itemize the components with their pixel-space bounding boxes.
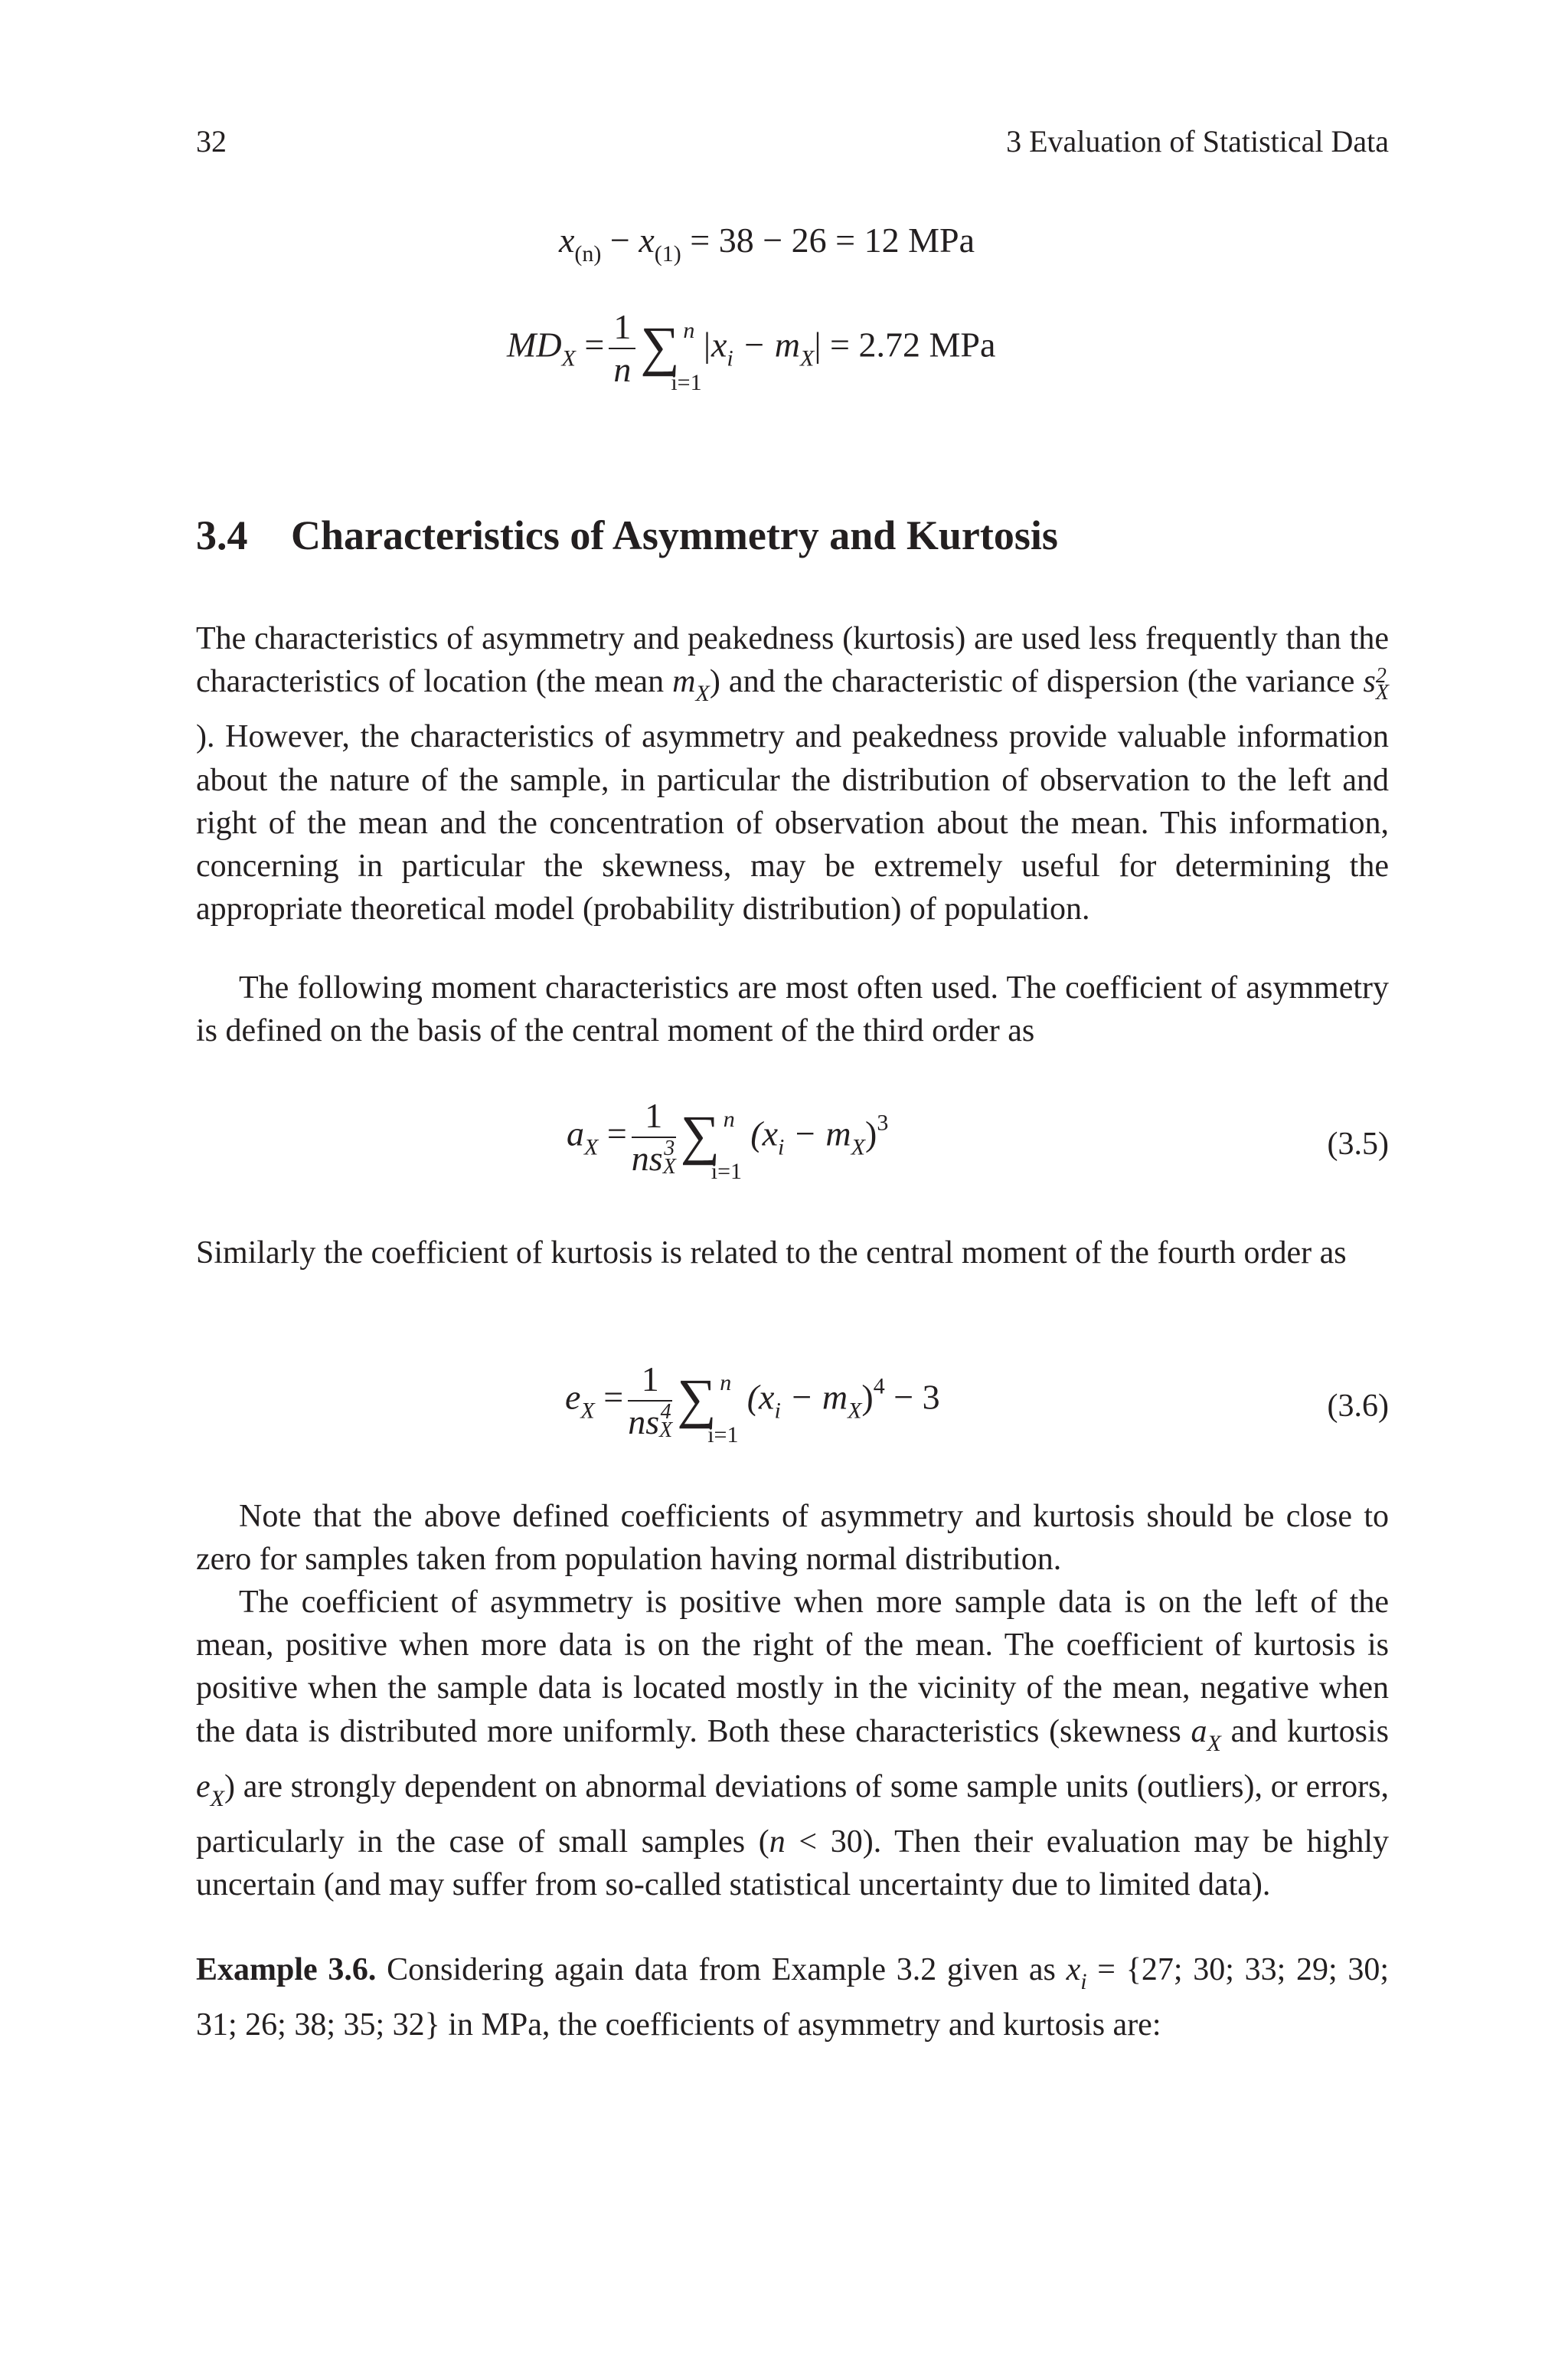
eq36-fraction: 1 ns 4 X xyxy=(628,1359,673,1442)
mean-deviation-equation: $MD_X$ = $\frac{1}{n}$ ∑ n i=1 $|x_i - m_X| = 2.72$ MPa xyxy=(507,306,995,391)
md-sum-upper: n xyxy=(683,318,695,343)
equation-3-6: $e_X$ = 1 ns 4 X ∑ n i=1 $(x_i - m_X)^4 - 3$ xyxy=(565,1359,940,1447)
md-body: |x xyxy=(701,325,727,365)
section-number: 3.4 xyxy=(196,512,248,558)
range-x-n-sub: (n) xyxy=(574,241,602,267)
range-x-1-sub: (1) xyxy=(654,241,681,267)
eq36-sum: ∑ n i=1 xyxy=(677,1368,739,1447)
md-lhs-sub: X xyxy=(561,345,576,371)
equation-number-3-5: (3.5) xyxy=(1327,1127,1389,1162)
md-frac-den: n xyxy=(613,350,632,389)
equation-number-3-6: (3.6) xyxy=(1327,1389,1389,1424)
range-x-n: x xyxy=(559,221,575,260)
section-title: Characteristics of Asymmetry and Kurtosis xyxy=(291,512,1058,558)
example-3-6: Example 3.6. Considering again data from Example 3.2 given as $x_i = \{27$; 30; 33; 29; 30; 31; 26; 38; 35; 32} in MPa, the coefficients of asymmetry and kurtosis are: xyxy=(196,1952,1389,2043)
md-lhs: MD xyxy=(507,325,562,365)
paragraph-5: The coefficient of asymmetry is positive when more sample data is on the left of the mean, positive when more data is on the right of the mean. The coefficient of kurtosis is positive when the sample data is located mostly in the vicinity of the mean, negative when the data is distributed more uniformly. Both these characteristics (skewness $a_X$ and kurtosis $e_X$) are strongly dependent on abnormal deviations of some sample units (outliers), or errors, particularly in the case of small samples (n < 30). Then their evaluation may be highly uncertain (and may suffer from so-called statistical uncertainty due to limited data). xyxy=(196,1585,1390,1903)
example-label: Example 3.6. xyxy=(196,1952,377,1987)
eq35-fraction: 1 ns 3 X xyxy=(631,1096,676,1179)
md-body2: − m xyxy=(733,325,800,365)
running-title: 3 Evaluation of Statistical Data xyxy=(1006,124,1389,159)
eq35-sum: ∑ n i=1 xyxy=(680,1104,743,1184)
range-equation: $x_{(n)} - x_{(1)} = 38 - 26 = 12$ MPa xyxy=(559,221,975,267)
section-heading xyxy=(196,509,1058,562)
equation-3-5: $a_X$ = 1 ns 3 X ∑ n i=1 $(x_i - m_X)^3$ xyxy=(567,1096,889,1184)
md-sum: ∑ n i=1 xyxy=(640,322,701,375)
md-body-sub: i xyxy=(727,345,733,371)
md-rhs: | = 2.72 MPa xyxy=(814,325,996,365)
range-rhs: = 38 − 26 = 12 MPa xyxy=(690,221,975,260)
paragraph-1: The characteristics of asymmetry and peakedness (kurtosis) are used less frequently than the characteristics of location (the mean $m_X$) and the characteristic of dispersion (the variance s 2 X ). However, the characteristics of asymmetry and peakedness provide valuable information about the nature of the sample, in particular the distribution of observation to the left and right of the mean and the concentration of observation about the mean. This information, concerning in particular the skewness, may be extremely useful for determining the appropriate theoretical model (probability distribution) of population. xyxy=(196,621,1389,927)
page-number: 32 xyxy=(196,124,227,159)
paragraph-3: Similarly the coefficient of kurtosis is related to the central moment of the fourth order as xyxy=(196,1235,1347,1271)
md-fraction xyxy=(609,306,635,391)
paragraph-2: The following moment characteristics are most often used. The coefficient of asymmetry is defined on the basis of the central moment of the third order as xyxy=(196,970,1389,1049)
paragraph-4: Note that the above defined coefficients of asymmetry and kurtosis should be close to zero for samples taken from population having normal distribution. xyxy=(196,1499,1389,1578)
range-x-1: x xyxy=(639,221,655,260)
md-frac-num: 1 xyxy=(609,306,635,349)
md-sum-lower: i=1 xyxy=(671,370,702,395)
md-body2-sub: X xyxy=(800,345,815,371)
